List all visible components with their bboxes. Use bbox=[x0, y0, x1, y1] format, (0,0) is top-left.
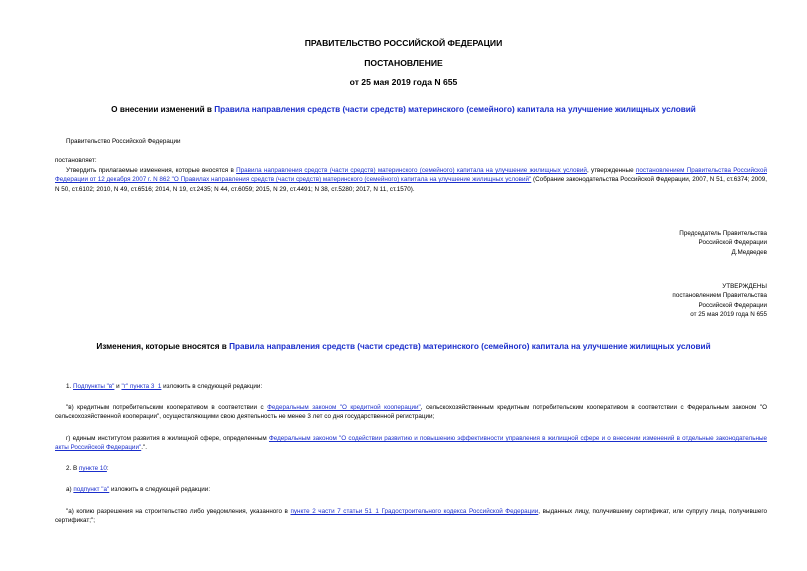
item-2 bbox=[66, 464, 109, 473]
document-title-prefix: О внесении изменений в bbox=[111, 105, 215, 114]
rules-link-changes[interactable]: Правила направления средств (части средств) материнского (семейного) капитала на улучшение жилищных условий bbox=[229, 342, 711, 351]
rules-link-title[interactable]: Правила направления средств (части средств) материнского (семейного) капитала на улучшение жилищных условий bbox=[214, 105, 696, 114]
item-2-a-text-1: а) bbox=[66, 486, 74, 493]
subpoint-g-link[interactable]: "г" пункта 3_1 bbox=[121, 383, 162, 390]
document-type-heading: ПОСТАНОВЛЕНИЕ bbox=[364, 58, 443, 68]
signature-name: Д.Медведев bbox=[731, 248, 767, 256]
urban-planning-code-link[interactable]: пункте 2 части 7 статьи 51_1 Градостроительного кодекса Российской Федерации bbox=[290, 508, 539, 515]
decree-862-link[interactable]: постановлением Правительства Российской Федерации от 12 декабря 2007 г. N 862 "О Правилах направления средств (части средств) материнского (семейного) капитала на улучшение жилищных условий" bbox=[55, 167, 768, 184]
item-2-a-para-text-2: , выданных лицу, получившему сертификат, или супругу лица, получившего сертификат;"; bbox=[55, 508, 767, 525]
item-2-a-paragraph bbox=[55, 507, 767, 526]
subpoint-a-link[interactable]: подпункт "а" bbox=[73, 486, 110, 493]
item-1-v-paragraph bbox=[55, 403, 767, 422]
item-2-a-text-2: изложить в следующей редакции: bbox=[109, 486, 211, 493]
approved-heading: УТВЕРЖДЕНЫ bbox=[722, 283, 767, 290]
approved-country: Российской Федерации bbox=[698, 301, 767, 309]
document-date-number: от 25 мая 2019 года N 655 bbox=[349, 77, 458, 87]
item-1-v-text-2: , сельскохозяйственным кредитным потребительским кооперативом в соответствии с Федеральным законом "О сельскохозяйственной кооперации", осуществляющими свою деятельность не менее 3 лет со дня государственной регистрации; bbox=[55, 404, 767, 421]
resolution-text-1: Утвердить прилагаемые изменения, которые вносятся в bbox=[66, 167, 237, 174]
item-1-g-paragraph bbox=[55, 434, 767, 453]
signature-country: Российской Федерации bbox=[698, 239, 767, 247]
item-1-v-text-1: "в) кредитным потребительским кооперативом в соответствии с bbox=[66, 404, 268, 411]
resolution-text-3: (Собрание законодательства Российской Федерации, 2007, N 51, ст.6374; 2009, N 50, ст.6102; 2010, N 49, ст.6516; 2014, N 19, ст.2435; N 44, ст.6059; 2015, N 29, ст.4491; N 38, ст.5280; 2017, N 11, ст.1570). bbox=[55, 176, 767, 193]
government-heading: ПРАВИТЕЛЬСТВО РОССИЙСКОЙ ФЕДЕРАЦИИ bbox=[304, 38, 503, 48]
point-10-link[interactable]: пункте 10 bbox=[78, 465, 107, 472]
item-2-a-para-text-1: "а) копию разрешения на строительство либо уведомления, указанного в bbox=[66, 508, 291, 515]
subpoint-v-link[interactable]: Подпункты "в" bbox=[73, 383, 115, 390]
item-1-g-text-1: г) единым институтом развития в жилищной сфере, определенным bbox=[66, 435, 269, 442]
document-title bbox=[0, 105, 807, 115]
government-line: Правительство Российской Федерации bbox=[66, 138, 181, 145]
signature-block bbox=[679, 229, 767, 257]
approved-by: постановлением Правительства bbox=[672, 292, 767, 300]
changes-title-prefix: Изменения, которые вносятся в bbox=[96, 342, 230, 351]
resolves-line: постановляет: bbox=[55, 157, 97, 164]
housing-development-law-link[interactable]: Федеральным законом "О содействии развитию и повышению эффективности управления в жилищной сфере и о внесении изменений в отдельные законодательные акты Российской Федерации" bbox=[55, 435, 768, 452]
resolution-paragraph bbox=[55, 166, 767, 194]
rules-link-resolution[interactable]: Правила направления средств (части средств) материнского (семейного) капитала на улучшение жилищных условий bbox=[236, 167, 587, 174]
signature-position: Председатель Правительства bbox=[679, 230, 767, 237]
item-2-text-1: 2. В bbox=[66, 465, 79, 472]
item-2-a bbox=[66, 485, 210, 494]
item-1-text-1: и bbox=[114, 383, 122, 390]
changes-title bbox=[0, 342, 807, 352]
item-1 bbox=[66, 382, 262, 391]
approved-date: от 25 мая 2019 года N 655 bbox=[690, 311, 767, 319]
item-1-text-2: изложить в следующей редакции: bbox=[161, 383, 263, 390]
credit-cooperation-law-link[interactable]: Федеральным законом "О кредитной кооперации" bbox=[267, 404, 421, 411]
item-2-text-2: : bbox=[106, 465, 109, 472]
item-1-number: 1. bbox=[66, 383, 74, 390]
approved-block bbox=[672, 282, 767, 320]
item-1-g-text-2: .". bbox=[141, 444, 147, 452]
resolution-text-2: , утвержденные bbox=[586, 167, 636, 174]
